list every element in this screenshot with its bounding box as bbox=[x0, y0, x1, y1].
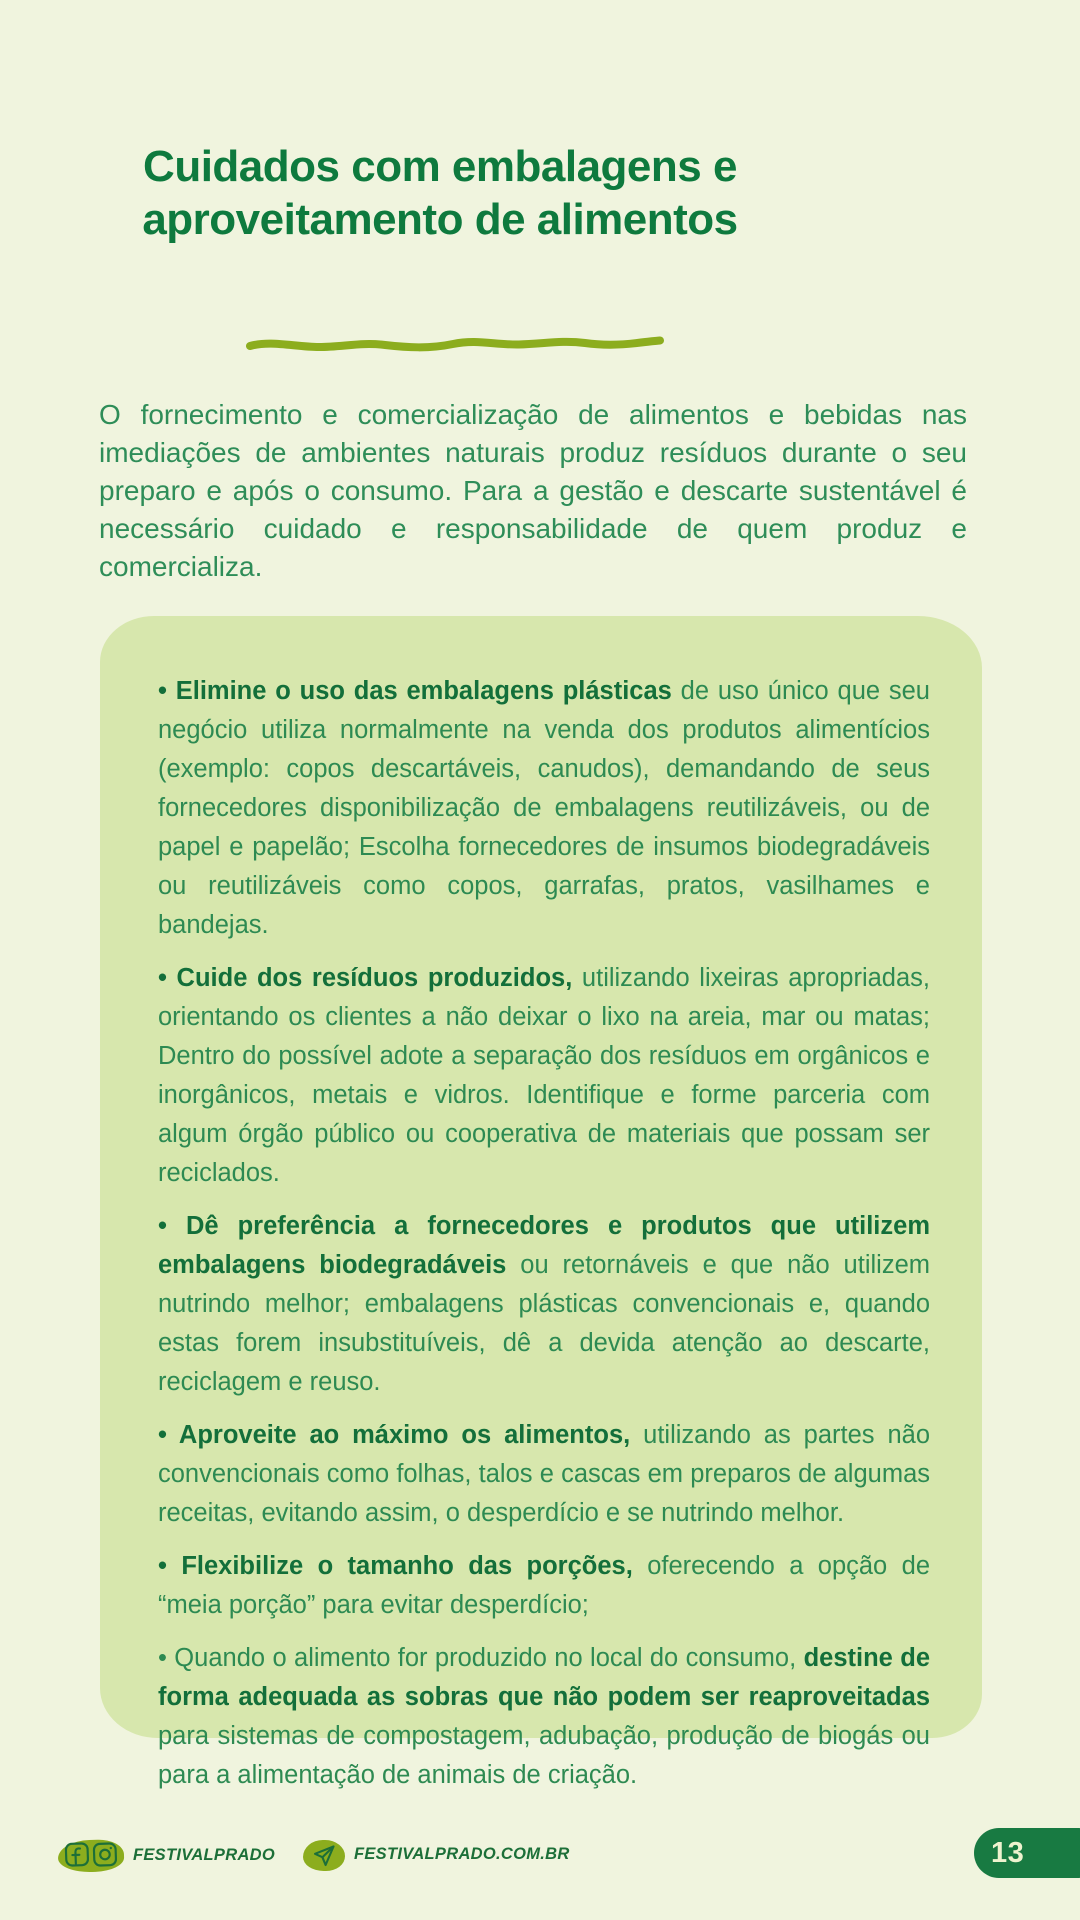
bullet-item: • Flexibilize o tamanho das porções, oferecendo a opção de “meia porção” para evitar desperdício; bbox=[158, 1552, 930, 1619]
send-icon bbox=[312, 1844, 336, 1868]
social-handle-label[interactable]: FESTIVALPRADO bbox=[133, 1845, 276, 1864]
page-footer bbox=[0, 1828, 1080, 1898]
tips-card bbox=[100, 616, 982, 1789]
bullet-item: • Dê preferência a fornecedores e produtos que utilizem embalagens biodegradáveis ou retornáveis e que não utilizem nutrindo melhor; embalagens plásticas convencionais e, quando estas forem insubstituíveis, dê a devida atenção ao descarte, reciclagem e reuso. bbox=[158, 1212, 930, 1396]
social-blob bbox=[57, 1839, 124, 1873]
instagram-icon[interactable] bbox=[92, 1841, 119, 1868]
intro-paragraph: O fornecimento e comercialização de alimentos e bebidas nas imediações de ambientes naturais produz resíduos durante o seu preparo e após o consumo. Para a gestão e descarte sustentável é necessário cuidado e responsabilidade de quem produz e comercializa. bbox=[99, 399, 967, 582]
bullet-item: • Elimine o uso das embalagens plásticas de uso único que seu negócio utiliza normalmente na venda dos produtos alimentícios (exemplo: copos descartáveis, canudos), demandando de seus fornecedores disponibilização de embalagens reutilizáveis, ou de papel e papelão; Escolha fornecedores de insumos biodegradáveis ou reutilizáveis como copos, garrafas, pratos, vasilhames e bandejas. bbox=[158, 677, 930, 939]
page-title bbox=[88, 140, 792, 246]
bullet-item: • Aproveite ao máximo os alimentos, utilizando as partes não convencionais como folhas, talos e cascas em preparos de algumas receitas, evitando assim, o desperdício e se nutrindo melhor. bbox=[158, 1421, 930, 1527]
page-number-tab bbox=[974, 1828, 1080, 1878]
footer-social-links[interactable] bbox=[58, 1836, 275, 1872]
bullet-item: • Cuide dos resíduos produzidos, utilizando lixeiras apropriadas, orientando os clientes a não deixar o lixo na areia, mar ou matas; Dentro do possível adote a separação dos resíduos em orgânicos e inorgânicos, metais e vidros. Identifique e forme parceria com algum órgão público ou cooperativa de materiais que possam ser reciclados. bbox=[158, 964, 930, 1187]
website-url-label[interactable]: FESTIVALPRADO.COM.BR bbox=[354, 1845, 570, 1863]
bullet-list bbox=[158, 672, 930, 1795]
wavy-divider bbox=[243, 332, 667, 356]
page-number: 13 bbox=[991, 1836, 1025, 1869]
footer-website-link[interactable] bbox=[303, 1836, 570, 1871]
facebook-icon[interactable] bbox=[63, 1841, 90, 1868]
title-line-2: aproveitamento de alimentos bbox=[142, 195, 738, 244]
bullet-item: • Quando o alimento for produzido no local do consumo, destine de forma adequada as sobras que não podem ser reaproveitadas para sistemas de compostagem, adubação, produção de biogás ou para a alimentação de animais de criação. bbox=[158, 1644, 930, 1789]
website-blob bbox=[303, 1840, 345, 1871]
title-line-1: Cuidados com embalagens e bbox=[143, 142, 737, 191]
